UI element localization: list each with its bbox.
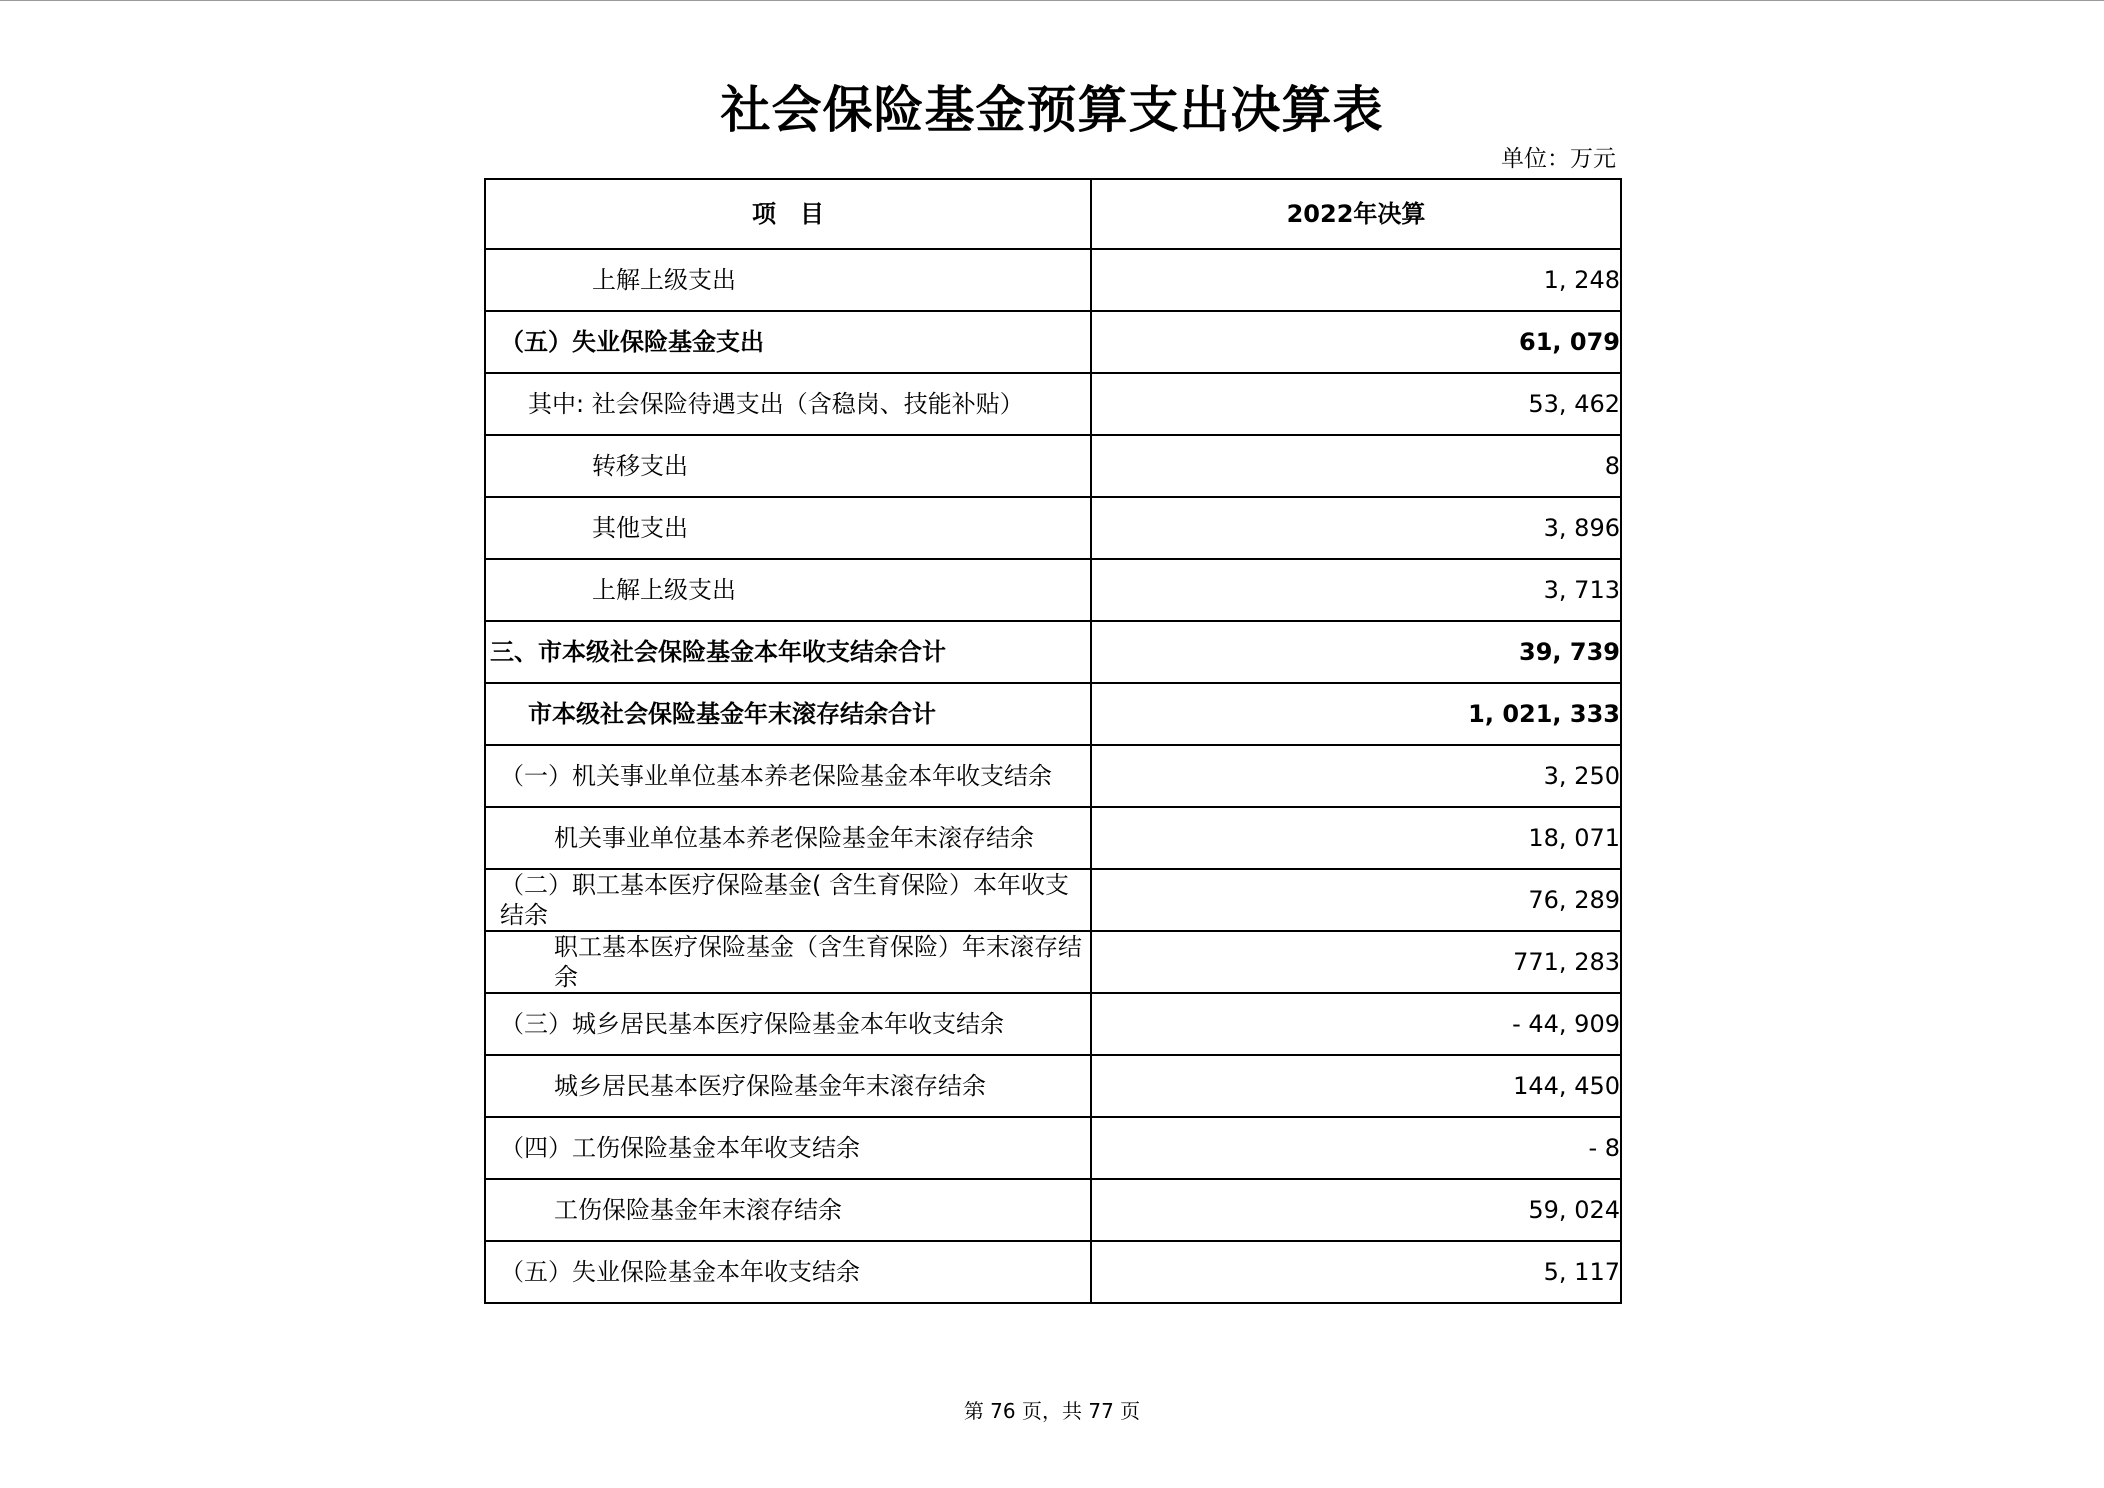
table-row: [485, 683, 1621, 745]
row-label: 工伤保险基金年末滚存结余: [485, 1179, 1091, 1241]
page-number-footer: 第 76 页，共 77 页: [963, 1399, 1141, 1423]
row-value: 5, 117: [1091, 1241, 1621, 1303]
row-label: 其他支出: [485, 497, 1091, 559]
row-value: 1, 248: [1091, 249, 1621, 311]
table-row: [485, 993, 1621, 1055]
header-value: 2022年决算: [1091, 179, 1621, 249]
table-header-row: [485, 179, 1621, 249]
row-label-text: （二）职工基本医疗保险基金( 含生育保险）本年收支结余: [500, 871, 1069, 929]
table-row: [485, 807, 1621, 869]
row-value: 76, 289: [1091, 869, 1621, 931]
row-value: - 44, 909: [1091, 993, 1621, 1055]
row-label: 三、市本级社会保险基金本年收支结余合计: [485, 621, 1091, 683]
top-border-line: [0, 0, 2104, 1]
row-label: 上解上级支出: [485, 249, 1091, 311]
row-label: （五）失业保险基金本年收支结余: [485, 1241, 1091, 1303]
row-label-text: 职工基本医疗保险基金（含生育保险）年末滚存结余: [554, 933, 1082, 991]
table-row: [485, 497, 1621, 559]
row-value: 3, 713: [1091, 559, 1621, 621]
row-value: - 8: [1091, 1117, 1621, 1179]
row-value: 1, 021, 333: [1091, 683, 1621, 745]
row-label: 机关事业单位基本养老保险基金年末滚存结余: [485, 807, 1091, 869]
table-row: [485, 311, 1621, 373]
row-label: 城乡居民基本医疗保险基金年末滚存结余: [485, 1055, 1091, 1117]
row-label: （四）工伤保险基金本年收支结余: [485, 1117, 1091, 1179]
row-label: [485, 869, 1091, 931]
row-label: （一）机关事业单位基本养老保险基金本年收支结余: [485, 745, 1091, 807]
row-value: 53, 462: [1091, 373, 1621, 435]
table-row: [485, 621, 1621, 683]
table-row: [485, 931, 1621, 993]
row-value: 3, 250: [1091, 745, 1621, 807]
row-value: 59, 024: [1091, 1179, 1621, 1241]
table-row: [485, 1241, 1621, 1303]
row-label: [485, 931, 1091, 993]
row-label: （五）失业保险基金支出: [485, 311, 1091, 373]
row-value: 8: [1091, 435, 1621, 497]
row-label: 市本级社会保险基金年末滚存结余合计: [485, 683, 1091, 745]
row-value: 771, 283: [1091, 931, 1621, 993]
table-row: [485, 373, 1621, 435]
table-row: [485, 869, 1621, 931]
table-row: [485, 559, 1621, 621]
row-value: 39, 739: [1091, 621, 1621, 683]
row-label: 转移支出: [485, 435, 1091, 497]
table-row: [485, 1055, 1621, 1117]
row-value: 61, 079: [1091, 311, 1621, 373]
unit-label: 单位：万元: [1501, 146, 1616, 172]
row-value: 144, 450: [1091, 1055, 1621, 1117]
row-value: 3, 896: [1091, 497, 1621, 559]
budget-table: [484, 178, 1622, 1304]
row-label: （三）城乡居民基本医疗保险基金本年收支结余: [485, 993, 1091, 1055]
table-row: [485, 249, 1621, 311]
table-row: [485, 435, 1621, 497]
table-row: [485, 745, 1621, 807]
table-row: [485, 1117, 1621, 1179]
table-row: [485, 1179, 1621, 1241]
row-label: 其中: 社会保险待遇支出（含稳岗、技能补贴）: [485, 373, 1091, 435]
row-label: 上解上级支出: [485, 559, 1091, 621]
header-item: 项 目: [485, 179, 1091, 249]
page-title: 社会保险基金预算支出决算表: [720, 81, 1384, 139]
row-value: 18, 071: [1091, 807, 1621, 869]
